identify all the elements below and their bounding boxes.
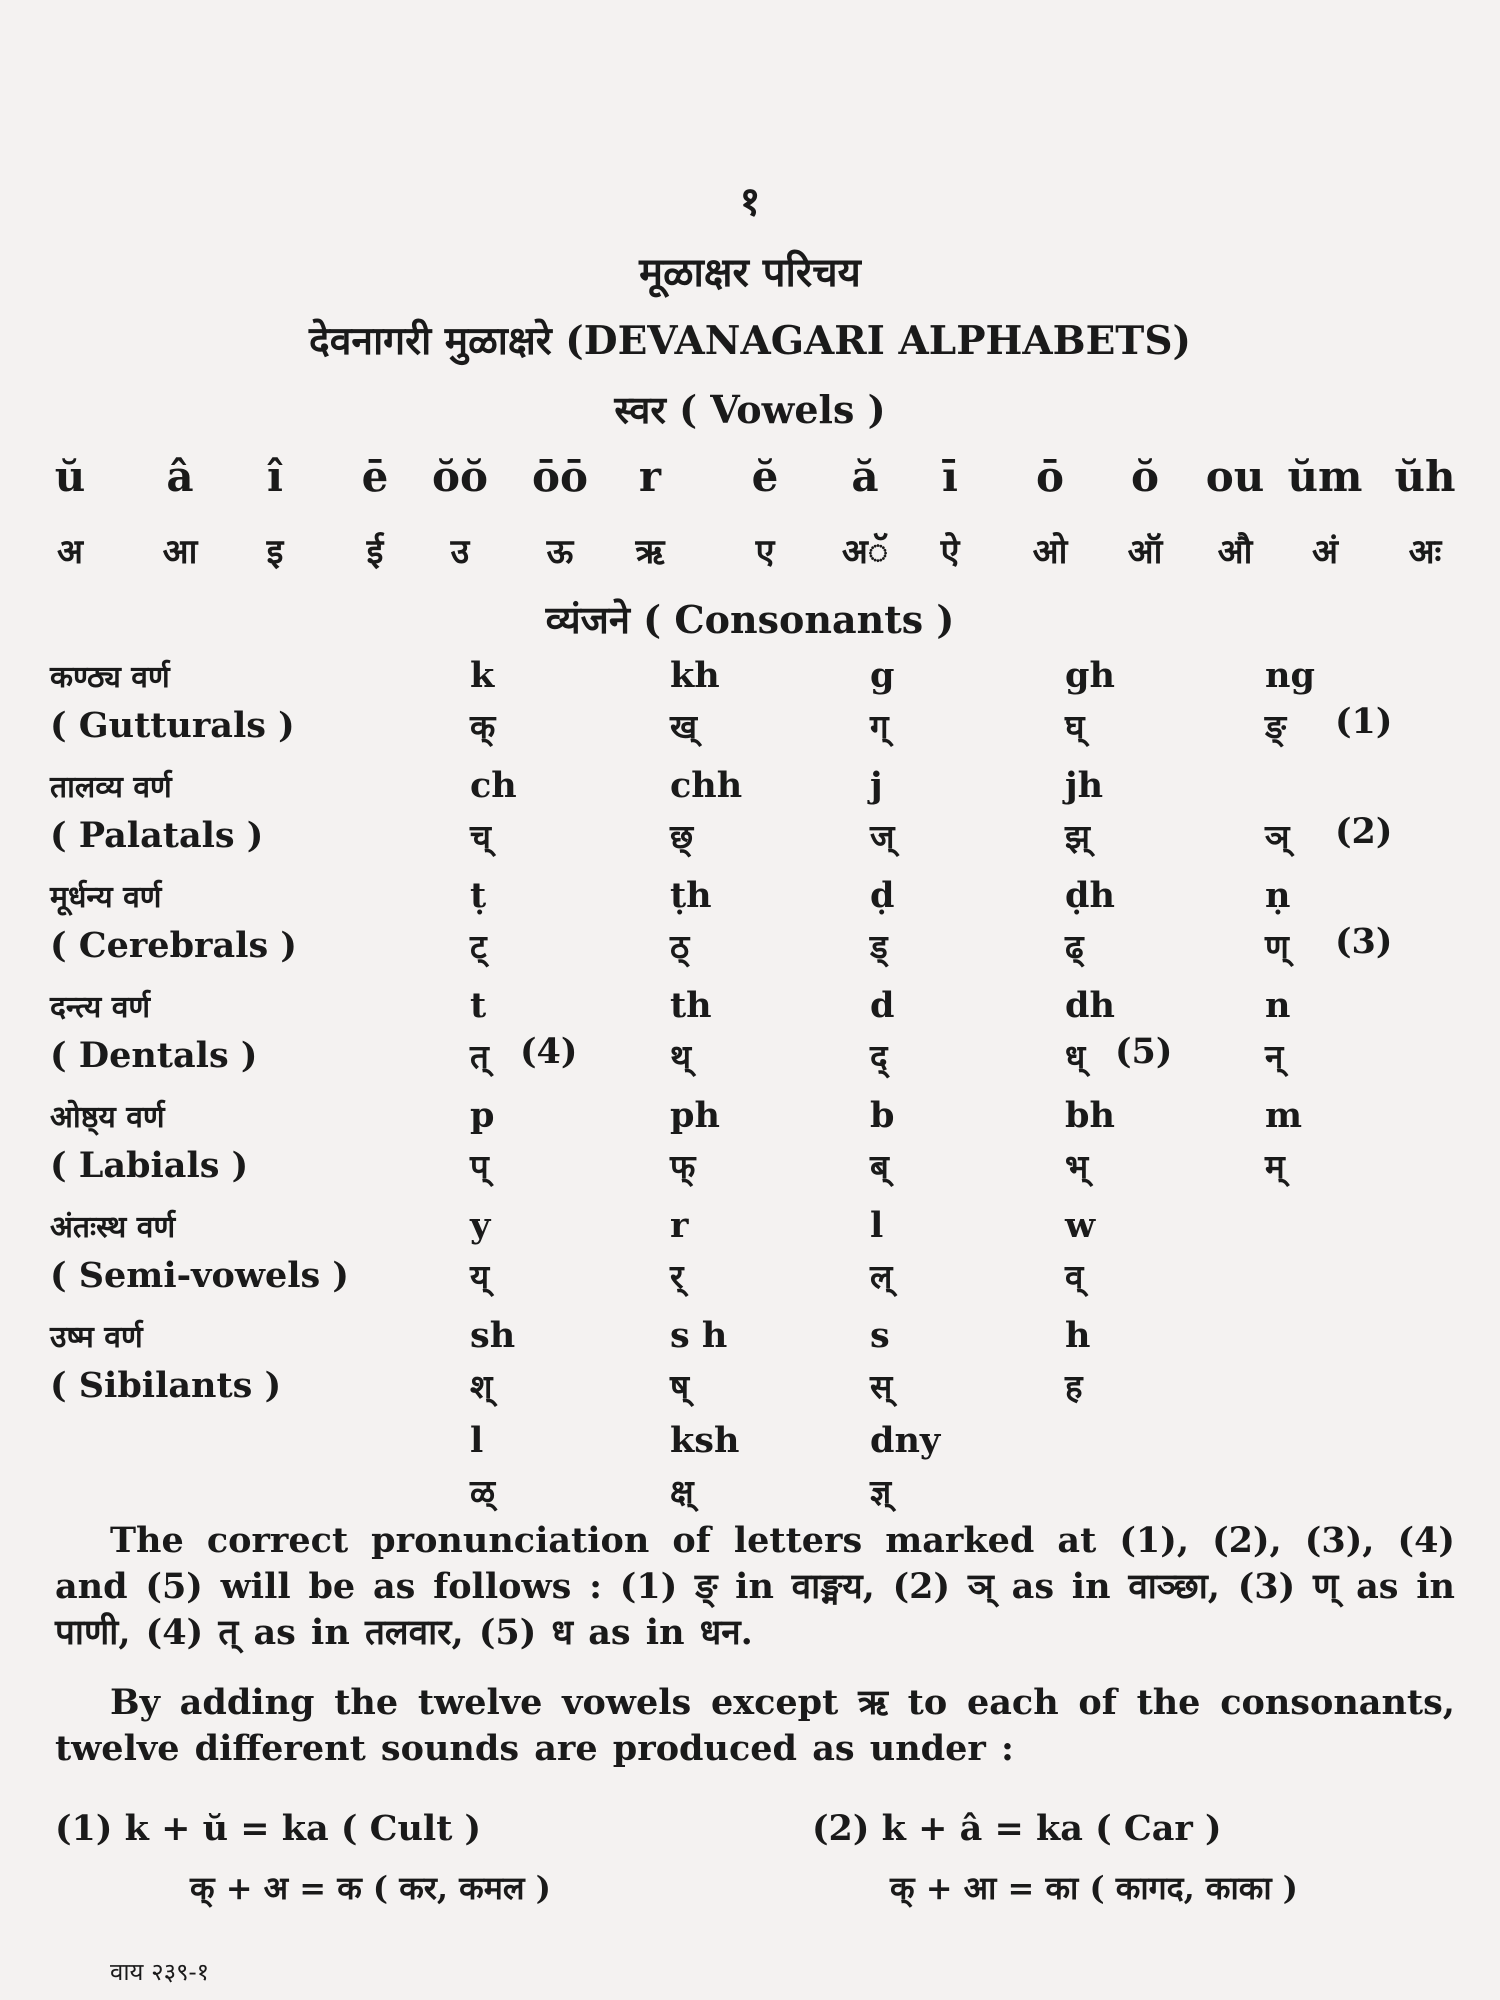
consonant-category: तालव्य वर्ण <box>50 770 172 805</box>
vowel-latin-letter: ŏŏ <box>431 452 489 501</box>
consonant-category: कण्ठ्य वर्ण <box>50 660 170 695</box>
consonant-latin: gh <box>1065 655 1115 696</box>
example-1-line-2: क् + अ = क ( कर, कमल ) <box>190 1869 551 1907</box>
consonant-devanagari: प् <box>470 1147 489 1186</box>
consonant-devanagari: घ् <box>1065 707 1085 746</box>
consonant-latin: ksh <box>670 1420 740 1461</box>
consonant-category-english: ( Labials ) <box>50 1145 249 1186</box>
consonant-devanagari: त् <box>470 1037 489 1076</box>
pronunciation-paragraph: The correct pronunciation of letters marked at (1), (2), (3), (4) and (5) will be as follows : (1) ङ् in वाङ्मय, (2) ञ् as in वाञ्छा, (3) ण् as in पाणी, (4) त् as in तलवार, (5) ध as in धन. <box>55 1520 1455 1653</box>
consonant-group <box>0 1315 1500 1425</box>
consonant-group <box>0 1205 1500 1315</box>
consonant-latin: d <box>870 985 895 1026</box>
vowel-latin-letter: ē <box>361 452 389 501</box>
consonant-devanagari: म् <box>1265 1147 1285 1186</box>
vowel-latin-letter: ĕ <box>751 452 779 501</box>
consonant-latin: ṇ <box>1265 875 1291 916</box>
vowel-devanagari-letter: ओ <box>1032 532 1068 572</box>
vowel-latin-letter: ă <box>851 452 879 501</box>
vowel-devanagari-letter: अः <box>1408 532 1442 572</box>
consonant-devanagari: श् <box>470 1367 493 1406</box>
consonant-category-english: ( Gutturals ) <box>50 705 295 746</box>
consonant-category-english: ( Sibilants ) <box>50 1365 282 1406</box>
vowel-devanagari-letter: ऊ <box>546 532 574 572</box>
consonant-latin: y <box>470 1205 491 1246</box>
consonant-devanagari: ङ् <box>1265 707 1287 746</box>
consonant-latin: t <box>470 985 487 1026</box>
footer-code: वाय २३९-१ <box>110 1958 210 1986</box>
consonant-latin: h <box>1065 1315 1091 1356</box>
consonant-devanagari: स् <box>870 1367 893 1406</box>
consonant-latin: ch <box>470 765 517 806</box>
vowel-devanagari-letter: ए <box>755 532 775 572</box>
vowel-latin-letter: r <box>638 452 662 501</box>
consonant-category-english: ( Dentals ) <box>50 1035 258 1076</box>
example-1-line-1: (1) k + ŭ = ka ( Cult ) <box>55 1808 482 1849</box>
consonant-devanagari: ढ् <box>1065 927 1084 966</box>
consonant-latin: r <box>670 1205 689 1246</box>
consonant-devanagari: ञ् <box>1265 817 1290 856</box>
consonant-devanagari: द् <box>870 1037 888 1076</box>
consonant-category: अंतःस्थ वर्ण <box>50 1210 176 1245</box>
consonant-latin: ng <box>1265 655 1315 696</box>
consonant-devanagari: ब् <box>870 1147 889 1186</box>
consonant-latin: dh <box>1065 985 1115 1026</box>
consonant-latin: s h <box>670 1315 728 1356</box>
vowel-devanagari-letter: अ <box>57 532 83 572</box>
consonant-latin: p <box>470 1095 495 1136</box>
vowel-latin-letter: ō <box>1035 452 1065 501</box>
consonant-devanagari: ख् <box>670 707 697 746</box>
consonant-devanagari: ळ् <box>470 1472 496 1511</box>
consonant-devanagari: ज्ञ् <box>870 1472 892 1511</box>
consonant-latin: chh <box>670 765 743 806</box>
consonant-devanagari: क् <box>470 707 496 746</box>
consonant-devanagari: ष् <box>670 1367 690 1406</box>
consonants-heading: व्यंजने ( Consonants ) <box>545 597 955 642</box>
consonant-devanagari: ड् <box>870 927 888 966</box>
consonant-category-english: ( Cerebrals ) <box>50 925 297 966</box>
consonant-latin: ph <box>670 1095 720 1136</box>
consonant-devanagari: ग् <box>870 707 889 746</box>
vowel-devanagari-letter: ऐ <box>940 532 960 572</box>
vowel-latin-row <box>0 452 1500 512</box>
consonant-latin: s <box>870 1315 890 1356</box>
consonant-latin: b <box>870 1095 895 1136</box>
vowel-latin-letter: ōō <box>531 452 589 501</box>
consonant-latin: n <box>1265 985 1291 1026</box>
consonant-latin: ḍh <box>1065 875 1115 916</box>
vowel-devanagari-letter: ऋ <box>635 532 665 572</box>
consonant-category: उष्म वर्ण <box>50 1320 143 1355</box>
consonant-devanagari: छ् <box>670 817 694 856</box>
consonant-group <box>0 985 1500 1095</box>
page-title: मूळाक्षर परिचय <box>639 249 861 296</box>
vowel-latin-letter: ŭ <box>54 452 86 501</box>
consonant-latin: sh <box>470 1315 516 1356</box>
consonant-group <box>0 655 1500 765</box>
consonant-group <box>0 765 1500 875</box>
consonant-latin: k <box>470 655 495 696</box>
vowel-latin-letter: ī <box>942 452 958 501</box>
consonant-latin: dny <box>870 1420 941 1461</box>
consonant-group <box>0 875 1500 985</box>
consonant-latin: th <box>670 985 712 1026</box>
pronunciation-marker: (5) <box>1115 1031 1173 1072</box>
consonant-devanagari: फ् <box>670 1147 696 1186</box>
vowel-devanagari-letter: अॅ <box>841 532 889 572</box>
consonant-latin: bh <box>1065 1095 1115 1136</box>
consonant-devanagari: ध् <box>1065 1037 1086 1076</box>
pronunciation-marker: (3) <box>1335 921 1393 962</box>
consonant-latin: ḍ <box>870 875 895 916</box>
vowel-devanagari-letter: ऑ <box>1127 532 1163 572</box>
pronunciation-marker: (4) <box>520 1031 578 1072</box>
consonant-devanagari: ल् <box>870 1257 893 1296</box>
consonant-devanagari: ण् <box>1265 927 1289 966</box>
consonant-latin: j <box>870 765 883 806</box>
consonant-latin: kh <box>670 655 720 696</box>
consonant-latin: w <box>1065 1205 1096 1246</box>
consonant-latin: m <box>1265 1095 1303 1136</box>
consonant-devanagari: झ् <box>1065 817 1090 856</box>
consonant-category: दन्त्य वर्ण <box>50 990 151 1025</box>
consonant-devanagari: च् <box>470 817 491 856</box>
consonant-group <box>0 1095 1500 1205</box>
consonant-latin: l <box>470 1420 484 1461</box>
vowel-devanagari-letter: इ <box>266 532 284 572</box>
vowel-latin-letter: ŭh <box>1394 452 1456 501</box>
consonant-devanagari: र् <box>670 1257 684 1296</box>
consonant-latin: jh <box>1065 765 1104 806</box>
vowel-devanagari-letter: आ <box>162 532 198 572</box>
vowel-devanagari-row <box>0 527 1500 587</box>
consonant-latin: ṭh <box>670 875 712 916</box>
consonant-devanagari: थ् <box>670 1037 692 1076</box>
vowel-latin-letter: â <box>166 452 194 501</box>
vowel-devanagari-letter: औ <box>1217 532 1253 572</box>
vowel-latin-letter: ou <box>1205 452 1265 501</box>
vowel-adding-paragraph: By adding the twelve vowels except ऋ to each of the consonants, twelve different sounds are produced as under : <box>55 1682 1455 1769</box>
example-2-line-2: क् + आ = का ( कागद, काका ) <box>890 1869 1298 1907</box>
consonant-devanagari: ट् <box>470 927 487 966</box>
consonant-category: ओष्ठ्य वर्ण <box>50 1100 165 1135</box>
consonant-devanagari: क्ष् <box>670 1472 694 1511</box>
vowel-devanagari-letter: ई <box>366 532 384 572</box>
consonant-devanagari: ज् <box>870 817 895 856</box>
vowel-devanagari-letter: अं <box>1312 532 1338 572</box>
vowel-latin-letter: ŏ <box>1130 452 1160 501</box>
vowel-latin-letter: î <box>267 452 283 501</box>
consonant-devanagari: न् <box>1265 1037 1284 1076</box>
consonant-devanagari: य् <box>470 1257 490 1296</box>
page-number: १ <box>739 178 761 225</box>
consonant-latin: l <box>870 1205 884 1246</box>
consonant-devanagari: भ् <box>1065 1147 1089 1186</box>
consonant-devanagari: ह <box>1065 1367 1083 1406</box>
consonant-latin: ṭ <box>470 875 487 916</box>
consonant-category: मूर्धन्य वर्ण <box>50 880 162 915</box>
consonant-category-english: ( Semi-vowels ) <box>50 1255 349 1296</box>
vowel-latin-letter: ŭm <box>1287 452 1363 501</box>
pronunciation-marker: (1) <box>1335 701 1393 742</box>
vowels-heading: स्वर ( Vowels ) <box>614 387 886 432</box>
example-2-line-1: (2) k + â = ka ( Car ) <box>812 1808 1222 1849</box>
vowel-devanagari-letter: उ <box>450 532 470 572</box>
consonant-latin: g <box>870 655 895 696</box>
consonant-group <box>0 1420 1500 1530</box>
pronunciation-marker: (2) <box>1335 811 1393 852</box>
page-subtitle: देवनागरी मुळाक्षरे (DEVANAGARI ALPHABETS) <box>309 318 1191 364</box>
consonant-category-english: ( Palatals ) <box>50 815 264 856</box>
consonant-devanagari: व् <box>1065 1257 1084 1296</box>
consonant-devanagari: ठ् <box>670 927 690 966</box>
